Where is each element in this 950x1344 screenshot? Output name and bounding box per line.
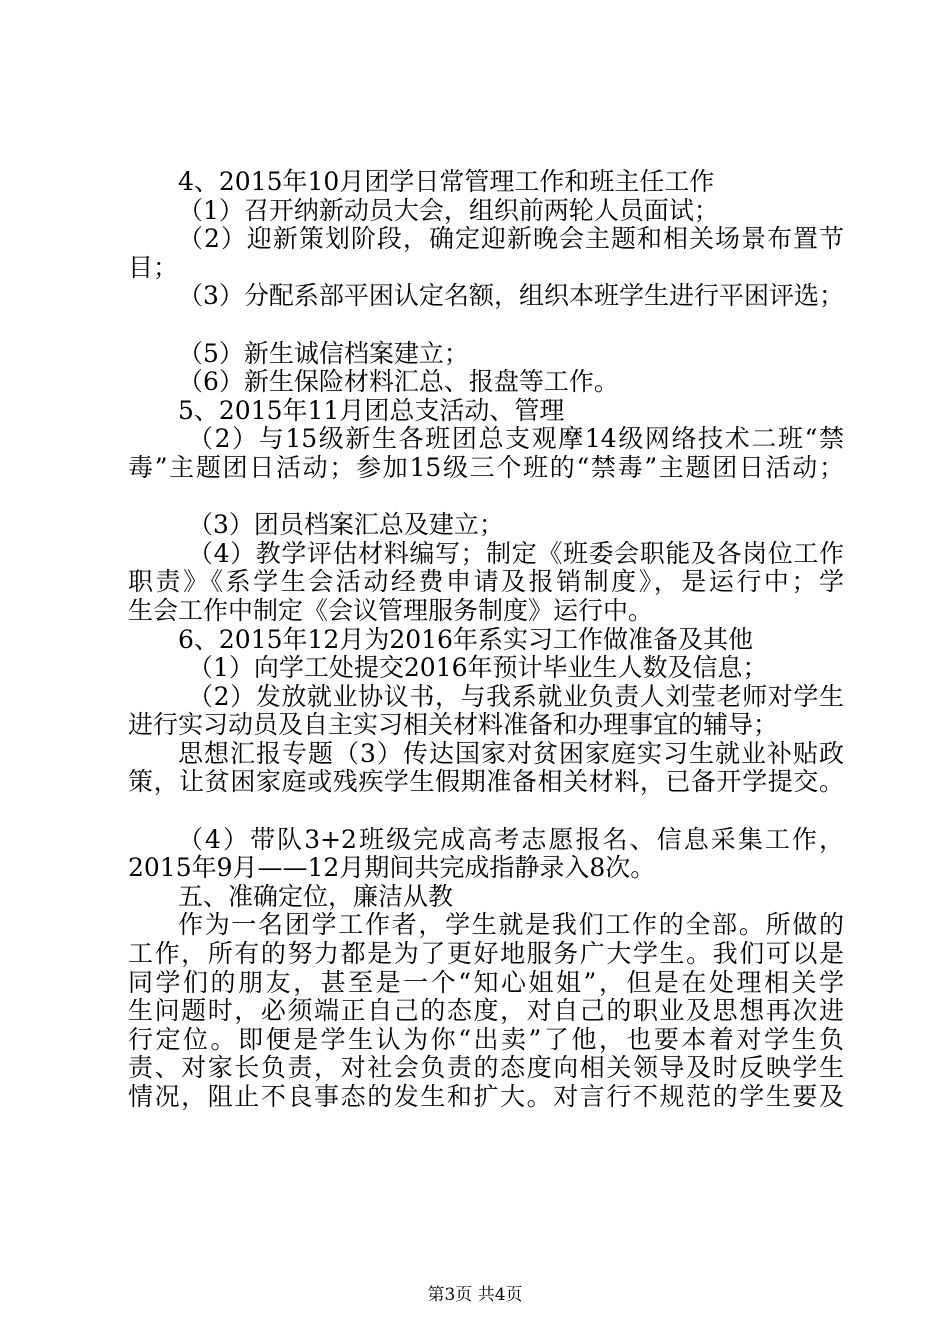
list-item: （4）带队3+2班级完成高考志愿报名、信息采集工作， — [178, 824, 844, 854]
blank-line — [128, 797, 844, 826]
list-item: （2）发放就业协议书，与我系就业负责人刘莹老师对学生 — [188, 681, 844, 711]
list-item: （1）向学工处提交2016年预计毕业生人数及信息； — [188, 653, 768, 683]
paragraph-line: 作为一名团学工作者，学生就是我们工作的全部。所做的 — [178, 910, 844, 940]
list-item: （2）迎新策划阶段，确定迎新晚会主题和相关场景布置节 — [178, 224, 844, 254]
paragraph-line: 生问题时，必须端正自己的态度，对自己的职业及思想再次进 — [128, 996, 844, 1026]
section-heading-6: 6、2015年12月为2016年系实习工作做准备及其他 — [178, 624, 753, 654]
list-item-continuation: 毒”主题团日活动；参加15级三个班的“禁毒”主题团日活动； — [128, 452, 844, 482]
section-heading-4: 4、2015年10月团学日常管理工作和班主任工作 — [178, 167, 715, 196]
document-body — [128, 168, 844, 1112]
paragraph-line: 同学们的朋友，甚至是一个“知心姐姐”，但是在处理相关学 — [128, 967, 844, 997]
list-item: （1）召开纳新动员大会，组织前两轮人员面试； — [178, 195, 719, 225]
paragraph-line: 情况，阻止不良事态的发生和扩大。对言行不规范的学生要及 — [128, 1082, 844, 1111]
section-heading-5: 5、2015年11月团总支活动、管理 — [178, 395, 565, 425]
list-item: （2）与15级新生各班团总支观摩14级网络技术二班“禁 — [188, 424, 844, 454]
list-item: （4）教学评估材料编写；制定《班委会职能及各岗位工作 — [188, 538, 844, 568]
list-item: （5）新生诚信档案建立； — [178, 338, 469, 368]
list-item-continuation: 职责》《系学生会活动经费申请及报销制度》，是运行中；学 — [128, 567, 844, 597]
list-item-continuation: 策，让贫困家庭或残疾学生假期准备相关材料，已备开学提交。 — [128, 767, 844, 797]
list-item-continuation: 目； — [128, 252, 179, 282]
list-item: （6）新生保险材料汇总、报盘等工作。 — [178, 367, 619, 397]
blank-line — [128, 483, 844, 512]
list-item: 思想汇报专题（3）传达国家对贫困家庭实习生就业补贴政 — [178, 738, 844, 768]
list-item: （3）团员档案汇总及建立； — [188, 510, 504, 540]
list-item-continuation: 生会工作中制定《会议管理服务制度》运行中。 — [128, 595, 654, 625]
list-item-continuation: 进行实习动员及自主实习相关材料准备和办理事宜的辅导； — [128, 710, 779, 740]
list-item-continuation: 2015年9月——12月期间共完成指静录入8次。 — [128, 853, 656, 883]
paragraph-line: 工作，所有的努力都是为了更好地服务广大学生。我们可以是 — [128, 939, 844, 969]
section-heading-five: 五、准确定位，廉洁从教 — [178, 881, 454, 911]
page-footer: 第3页 共4页 — [427, 1285, 523, 1305]
paragraph-line: 责、对家长负责，对社会负责的态度向相关领导及时反映学生 — [128, 1053, 844, 1083]
list-item: （3）分配系部平困认定名额，组织本班学生进行平困评选； — [178, 281, 844, 311]
blank-line — [128, 311, 844, 340]
paragraph-line: 行定位。即便是学生认为你“出卖”了他，也要本着对学生负 — [128, 1024, 844, 1054]
